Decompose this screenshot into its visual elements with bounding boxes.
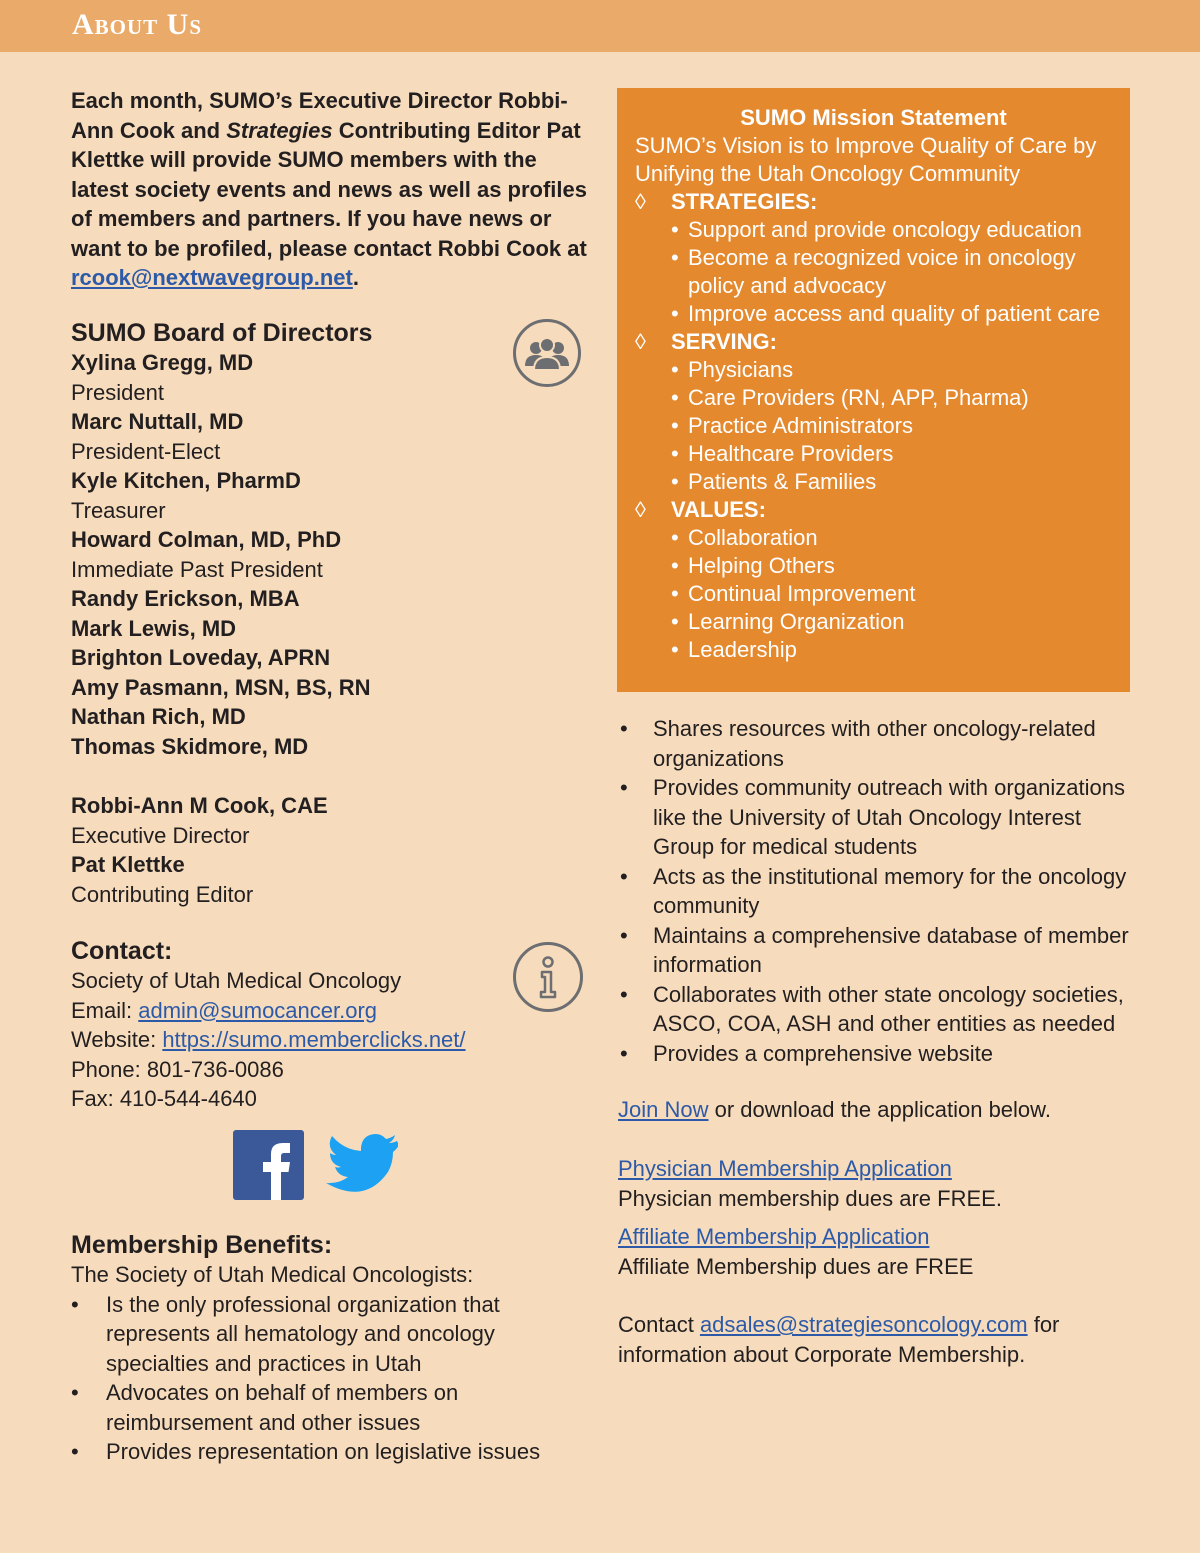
board-member-name: Brighton Loveday, APRN [71,645,331,670]
intro-end: . [352,265,359,290]
strategies-heading [635,188,1112,216]
board-member [71,643,511,673]
mission-title: SUMO Mission Statement [740,105,1007,130]
join-text: or download the application below. [708,1097,1051,1122]
board-member-name: Nathan Rich, MD [71,704,246,729]
affiliate-application-link[interactable]: Affiliate Membership Application [618,1224,930,1249]
board-member-name: Amy Pasmann, MSN, BS, RN [71,674,371,700]
contact-email-link[interactable]: admin@sumocancer.org [138,997,378,1023]
more-benefits-list [620,714,1140,1068]
list-item: • Healthcare Providers [635,440,1112,468]
board-member [71,732,511,762]
board-member-name: Randy Erickson, MBA [71,586,300,611]
intro-section [71,86,591,293]
staff-role: Executive Director [71,822,250,848]
diamond-icon: ◊ [635,189,646,214]
page-title: About Us [72,8,203,41]
intro-italic: Strategies [226,117,333,143]
affiliate-section [618,1222,1158,1281]
board-member-name: Kyle Kitchen, PharmD [71,468,301,493]
list-item: • Improve access and quality of patient care [635,300,1112,328]
group-icon [513,319,581,387]
list-item: • Collaboration [635,524,1112,552]
list-item: • Maintains a comprehensive database of member information [620,921,1140,980]
facebook-icon[interactable] [233,1130,304,1200]
board-member [71,702,511,732]
list-item: • Acts as the institutional memory for the oncology community [620,862,1140,921]
list-item: • Support and provide oncology education [635,216,1112,244]
contact-title: Contact: [71,937,173,965]
list-item: • Continual Improvement [635,580,1112,608]
strategies-label: STRATEGIES: [671,189,818,214]
contact-website-link[interactable]: https://sumo.memberclicks.net/ [162,1027,466,1052]
physician-application-link[interactable]: Physician Membership Application [618,1156,952,1181]
values-label: VALUES: [671,497,766,522]
diamond-icon: ◊ [635,329,646,354]
benefits-title: Membership Benefits: [71,1231,333,1259]
board-member [71,466,511,525]
diamond-icon: ◊ [635,497,646,522]
board-list [71,348,511,761]
join-line [618,1095,1158,1125]
list-item: • Physicians [635,356,1112,384]
board-member-name: Xylina Gregg, MD [71,350,254,375]
list-item: • Shares resources with other oncology-related organizations [620,714,1140,773]
intro-text-2: Contributing Editor Pat Klettke will provide SUMO members with the latest society events and news as well as profiles of members and partners. If you have news or want to be profiled, please contact Robbi Cook at [71,117,588,261]
mission-box [617,88,1130,692]
benefits-list [71,1290,591,1467]
list-item: • Leadership [635,636,1112,664]
more-benefits-section [620,714,1140,1068]
board-member-name: Marc Nuttall, MD [71,409,244,434]
list-item: • Advocates on behalf of members on reimbursement and other issues [71,1378,591,1437]
staff-name: Robbi-Ann M Cook, CAE [71,793,328,818]
contact-website-line [71,1025,511,1055]
corporate-prefix: Contact [618,1312,700,1337]
mission-vision: SUMO’s Vision is to Improve Quality of Care by Unifying the Utah Oncology Community [635,133,1097,186]
contact-fax: Fax: 410-544-4640 [71,1086,257,1111]
board-member [71,407,511,466]
list-item: • Provides a comprehensive website [620,1039,1140,1069]
benefits-subtitle: The Society of Utah Medical Oncologists: [71,1262,474,1287]
values-list [635,524,1112,664]
board-member [71,525,511,584]
list-item: • Helping Others [635,552,1112,580]
twitter-icon[interactable] [326,1134,398,1196]
values-heading [635,496,1112,524]
contact-email-line [71,996,511,1026]
board-member-role: President-Elect [71,438,221,464]
board-member-name: Mark Lewis, MD [71,615,237,641]
staff-role: Contributing Editor [71,881,254,907]
serving-heading [635,328,1112,356]
intro-paragraph [71,86,591,293]
contact-website-label: Website: [71,1027,163,1052]
contact-phone: Phone: 801-736-0086 [71,1056,284,1082]
physician-dues-text: Physician membership dues are FREE. [618,1185,1002,1211]
strategies-list [635,216,1112,328]
list-item: • Practice Administrators [635,412,1112,440]
physician-section [618,1154,1158,1213]
board-member [71,348,511,407]
contact-email-label: Email: [71,997,139,1023]
board-member-name: Thomas Skidmore, MD [71,733,309,759]
serving-list [635,356,1112,496]
staff-member [71,850,511,909]
board-member-role: Immediate Past President [71,556,323,582]
list-item: • Collaborates with other state oncology societies, ASCO, COA, ASH and other entities as needed [620,980,1140,1039]
contact-section [71,936,511,1114]
benefits-section [71,1230,591,1467]
header-bar [0,0,1200,52]
corporate-section [618,1310,1158,1369]
list-item: • Is the only professional organization that represents all hematology and oncology specialties and practices in Utah [71,1290,591,1379]
list-item: • Provides representation on legislative issues [71,1437,591,1467]
list-item: • Learning Organization [635,608,1112,636]
intro-text-1: Each month, SUMO’s Executive Director Robbi-Ann Cook and [71,88,568,143]
info-icon [513,942,583,1012]
board-title: SUMO Board of Directors [71,319,373,347]
list-item: • Become a recognized voice in oncology policy and advocacy [635,244,1112,300]
list-item: • Care Providers (RN, APP, Pharma) [635,384,1112,412]
board-member [71,614,511,644]
board-member [71,673,511,703]
board-member-role: President [71,379,164,405]
staff-section [71,791,511,909]
board-member-role: Treasurer [71,497,166,523]
contact-org: Society of Utah Medical Oncology [71,968,402,993]
board-member [71,584,511,614]
staff-member [71,791,511,850]
corporate-email-link[interactable]: adsales@strategiesoncology.com [699,1312,1028,1337]
list-item: • Provides community outreach with organizations like the University of Utah Oncology Interest Group for medical students [620,773,1140,862]
serving-label: SERVING: [671,329,777,354]
intro-email-link[interactable]: rcook@nextwavegroup.net [71,265,353,290]
board-section [71,318,511,761]
corporate-suffix: for information about Corporate Membership. [618,1312,1060,1367]
join-now-link[interactable]: Join Now [618,1097,709,1122]
list-item: • Patients & Families [635,468,1112,496]
affiliate-dues-text: Affiliate Membership dues are FREE [618,1253,974,1279]
staff-name: Pat Klettke [71,852,185,877]
board-member-name: Howard Colman, MD, PhD [71,527,342,552]
